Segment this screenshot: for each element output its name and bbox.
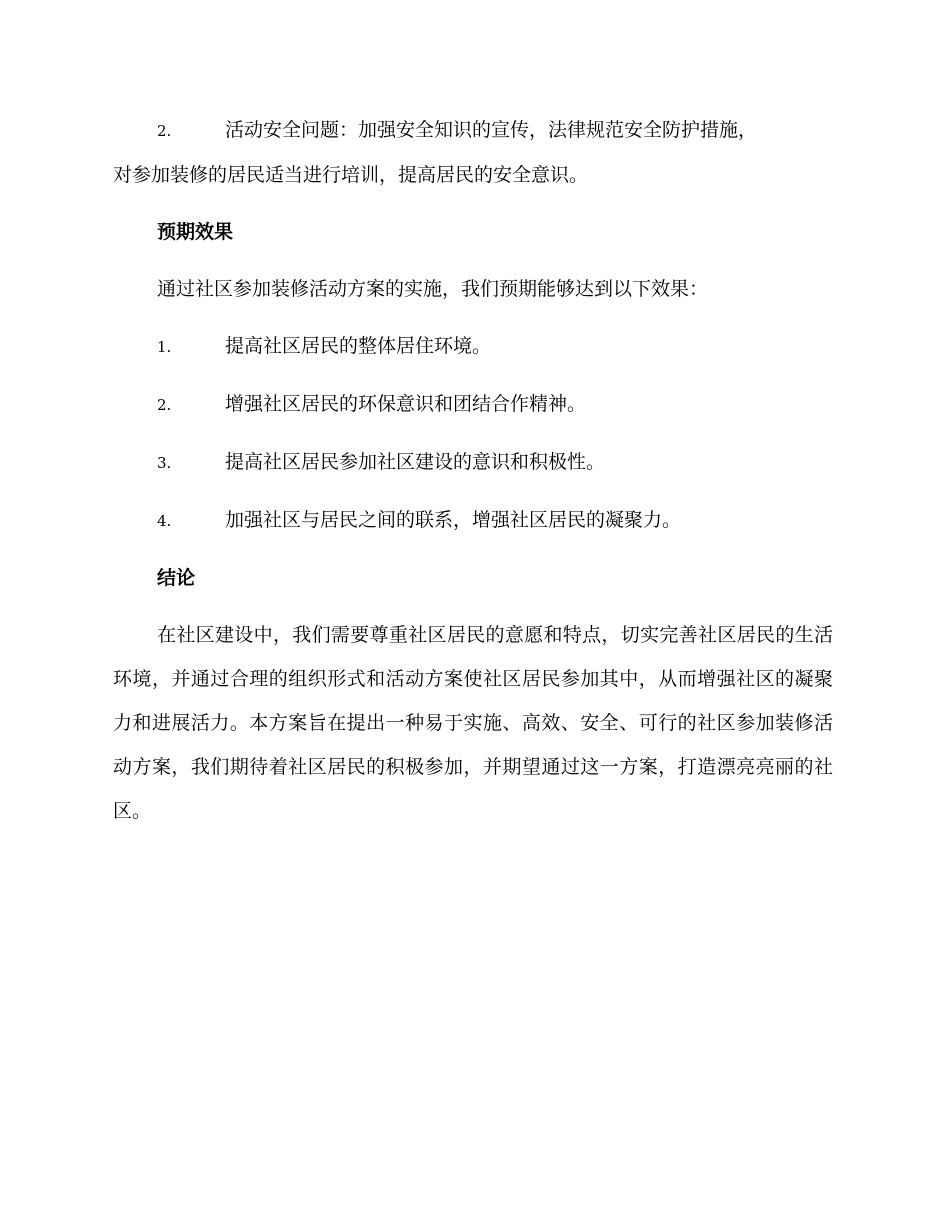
list-item-text: 提高社区居民参加社区建设的意识和积极性。 xyxy=(225,451,606,473)
list-item-text: 提高社区居民的整体居住环境。 xyxy=(225,335,492,357)
list-item-text: 加强社区与居民之间的联系，增强社区居民的凝聚力。 xyxy=(225,509,682,531)
list-item-text-line2: 对参加装修的居民适当进行培训，提高居民的安全意识。 xyxy=(113,164,589,186)
list-item-number: 2. xyxy=(157,396,172,414)
list-item xyxy=(113,324,833,369)
section-heading-conclusion: 结论 xyxy=(157,567,196,589)
section-heading-expected: 预期效果 xyxy=(157,221,234,243)
document-content xyxy=(113,108,833,833)
list-item xyxy=(113,440,833,485)
list-item xyxy=(113,498,833,543)
list-item-number: 2. xyxy=(157,122,172,140)
list-item-number: 3. xyxy=(157,454,172,472)
conclusion-paragraph: 在社区建设中，我们需要尊重社区居民的意愿和特点，切实完善社区居民的生活环境，并通过合理的组织形式和活动方案使社区居民参加其中，从而增强社区的凝聚力和进展活力。本方案旨在提出一种易于实施、高效、安全、可行的社区参加装修活动方案，我们期待着社区居民的积极参加，并期望通过这一方案，打造漂亮亮丽的社区。 xyxy=(113,624,833,822)
list-item-number: 1. xyxy=(157,338,172,356)
list-item-number: 4. xyxy=(157,512,172,530)
list-item xyxy=(113,382,833,427)
list-item-text: 增强社区居民的环保意识和团结合作精神。 xyxy=(225,393,587,415)
list-item-text-line1: 活动安全问题：加强安全知识的宣传，法律规范安全防护措施， xyxy=(225,119,758,141)
list-item-safety xyxy=(113,108,833,197)
expected-intro-paragraph: 通过社区参加装修活动方案的实施，我们预期能够达到以下效果： xyxy=(157,278,709,300)
